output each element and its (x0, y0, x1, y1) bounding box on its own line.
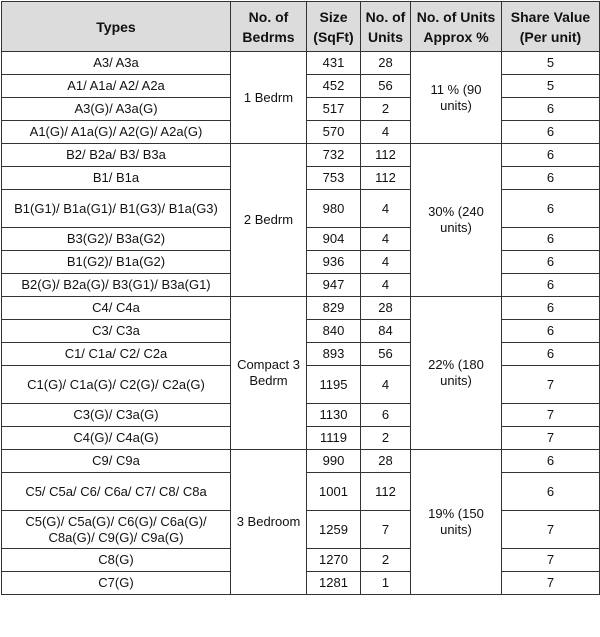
cell-share: 6 (502, 297, 600, 320)
cell-units: 28 (361, 297, 411, 320)
cell-size: 936 (307, 251, 361, 274)
cell-units: 6 (361, 404, 411, 427)
cell-size: 517 (307, 98, 361, 121)
cell-size: 1270 (307, 549, 361, 572)
cell-size: 947 (307, 274, 361, 297)
cell-bedrooms: 2 Bedrm (231, 144, 307, 297)
cell-units: 28 (361, 450, 411, 473)
header-bedrooms: No. of Bedrms (231, 2, 307, 52)
cell-size: 431 (307, 52, 361, 75)
table-body (2, 52, 600, 595)
cell-size: 732 (307, 144, 361, 167)
cell-share: 7 (502, 427, 600, 450)
cell-units: 112 (361, 167, 411, 190)
header-row (2, 2, 600, 52)
cell-units: 4 (361, 366, 411, 404)
cell-share: 6 (502, 98, 600, 121)
cell-type: B1/ B1a (2, 167, 231, 190)
cell-size: 904 (307, 228, 361, 251)
cell-units: 2 (361, 427, 411, 450)
cell-share: 6 (502, 121, 600, 144)
header-units: No. of Units (361, 2, 411, 52)
cell-type: C7(G) (2, 572, 231, 595)
cell-size: 1119 (307, 427, 361, 450)
table-row (2, 144, 600, 167)
cell-type: A3/ A3a (2, 52, 231, 75)
cell-units: 4 (361, 121, 411, 144)
cell-bedrooms: 3 Bedroom (231, 450, 307, 595)
cell-share: 7 (502, 572, 600, 595)
header-approx: No. of Units Approx % (411, 2, 502, 52)
cell-bedrooms: Compact 3 Bedrm (231, 297, 307, 450)
header-types: Types (2, 2, 231, 52)
cell-type: C4(G)/ C4a(G) (2, 427, 231, 450)
cell-size: 1281 (307, 572, 361, 595)
cell-share: 7 (502, 549, 600, 572)
cell-share: 6 (502, 167, 600, 190)
cell-size: 980 (307, 190, 361, 228)
cell-units: 7 (361, 511, 411, 549)
cell-units: 112 (361, 144, 411, 167)
cell-size: 829 (307, 297, 361, 320)
cell-share: 5 (502, 52, 600, 75)
cell-type: C9/ C9a (2, 450, 231, 473)
cell-share: 6 (502, 251, 600, 274)
cell-share: 6 (502, 190, 600, 228)
cell-approx: 22% (180 units) (411, 297, 502, 450)
cell-type: B1(G1)/ B1a(G1)/ B1(G3)/ B1a(G3) (2, 190, 231, 228)
cell-approx: 19% (150 units) (411, 450, 502, 595)
cell-share: 6 (502, 274, 600, 297)
cell-type: B3(G2)/ B3a(G2) (2, 228, 231, 251)
cell-units: 28 (361, 52, 411, 75)
cell-type: B2(G)/ B2a(G)/ B3(G1)/ B3a(G1) (2, 274, 231, 297)
cell-units: 4 (361, 274, 411, 297)
cell-units: 56 (361, 75, 411, 98)
cell-size: 570 (307, 121, 361, 144)
cell-units: 56 (361, 343, 411, 366)
cell-share: 6 (502, 228, 600, 251)
cell-share: 6 (502, 473, 600, 511)
cell-type: A3(G)/ A3a(G) (2, 98, 231, 121)
cell-units: 4 (361, 251, 411, 274)
cell-share: 6 (502, 144, 600, 167)
header-share: Share Value (Per unit) (502, 2, 600, 52)
cell-type: C4/ C4a (2, 297, 231, 320)
cell-units: 4 (361, 228, 411, 251)
cell-size: 1259 (307, 511, 361, 549)
cell-type: C5(G)/ C5a(G)/ C6(G)/ C6a(G)/ C8a(G)/ C9(G)/ C9a(G) (2, 511, 231, 549)
cell-type: A1/ A1a/ A2/ A2a (2, 75, 231, 98)
table-row (2, 450, 600, 473)
cell-units: 84 (361, 320, 411, 343)
cell-approx: 11 % (90 units) (411, 52, 502, 144)
cell-size: 1001 (307, 473, 361, 511)
cell-type: C1(G)/ C1a(G)/ C2(G)/ C2a(G) (2, 366, 231, 404)
cell-size: 840 (307, 320, 361, 343)
cell-type: C3/ C3a (2, 320, 231, 343)
cell-type: B1(G2)/ B1a(G2) (2, 251, 231, 274)
header-size: Size (SqFt) (307, 2, 361, 52)
cell-approx: 30% (240 units) (411, 144, 502, 297)
cell-share: 6 (502, 343, 600, 366)
cell-size: 452 (307, 75, 361, 98)
cell-share: 6 (502, 320, 600, 343)
cell-type: C8(G) (2, 549, 231, 572)
cell-share: 5 (502, 75, 600, 98)
cell-share: 7 (502, 404, 600, 427)
cell-size: 893 (307, 343, 361, 366)
cell-share: 7 (502, 366, 600, 404)
cell-share: 7 (502, 511, 600, 549)
cell-units: 1 (361, 572, 411, 595)
cell-type: C1/ C1a/ C2/ C2a (2, 343, 231, 366)
cell-type: C3(G)/ C3a(G) (2, 404, 231, 427)
cell-size: 1195 (307, 366, 361, 404)
cell-size: 753 (307, 167, 361, 190)
cell-units: 112 (361, 473, 411, 511)
table-row (2, 297, 600, 320)
unit-types-table (1, 1, 600, 595)
cell-units: 4 (361, 190, 411, 228)
cell-type: C5/ C5a/ C6/ C6a/ C7/ C8/ C8a (2, 473, 231, 511)
cell-type: A1(G)/ A1a(G)/ A2(G)/ A2a(G) (2, 121, 231, 144)
cell-share: 6 (502, 450, 600, 473)
cell-type: B2/ B2a/ B3/ B3a (2, 144, 231, 167)
table-row (2, 52, 600, 75)
cell-size: 990 (307, 450, 361, 473)
cell-units: 2 (361, 98, 411, 121)
cell-bedrooms: 1 Bedrm (231, 52, 307, 144)
cell-size: 1130 (307, 404, 361, 427)
cell-units: 2 (361, 549, 411, 572)
